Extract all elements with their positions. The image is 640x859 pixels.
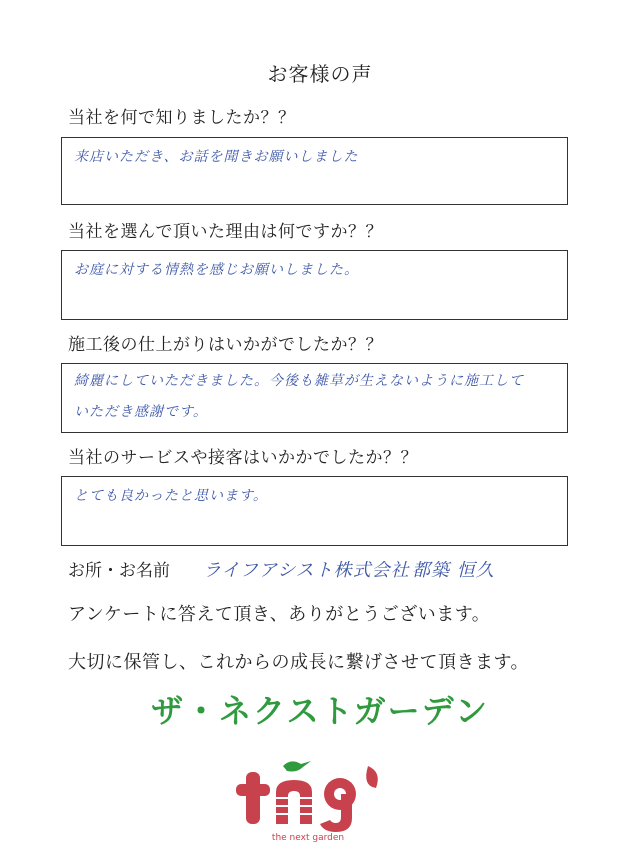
answer-1: 来店いただき、お話を聞きお願いしました [74, 149, 359, 165]
answer-3-line1: 綺麗にしていただきました。今後も雑草が生えないように施工して [74, 373, 524, 389]
answer-2: お庭に対する情熱を感じお願いしました。 [74, 262, 359, 278]
logo-letter-n [276, 780, 312, 824]
question-2: 当社を選んで頂いた理由は何ですか？？ [68, 222, 383, 242]
thanks-line-2: 大切に保管し、これからの成長に繋げさせて頂きます。 [68, 652, 530, 673]
answer-3-line2: いただき感謝です。 [74, 404, 208, 420]
brand-name: ザ・ネクストガーデン [150, 692, 490, 730]
bird-icon [283, 761, 311, 772]
person-name: 都築 恒久 [412, 560, 495, 581]
leaf-icon [366, 766, 378, 788]
answer-4: とても良かったと思います。 [74, 488, 268, 504]
logo-tagline: the next garden [271, 833, 345, 842]
logo-letter-g [320, 778, 356, 832]
question-4: 当社のサービスや接客はいかかでしたか？？ [68, 448, 418, 468]
name-label: お所・お名前 [68, 561, 170, 581]
thanks-line-1: アンケートに答えて頂き、ありがとうございます。 [68, 604, 491, 625]
tng-logo [228, 752, 388, 842]
company-name: ライフアシスト株式会社 [203, 560, 410, 581]
question-3: 施工後の仕上がりはいかがでしたか？？ [68, 335, 383, 355]
page-title: お客様の声 [267, 62, 373, 86]
logo-letter-t [236, 772, 270, 824]
question-1: 当社を何で知りましたか？？ [68, 108, 296, 128]
